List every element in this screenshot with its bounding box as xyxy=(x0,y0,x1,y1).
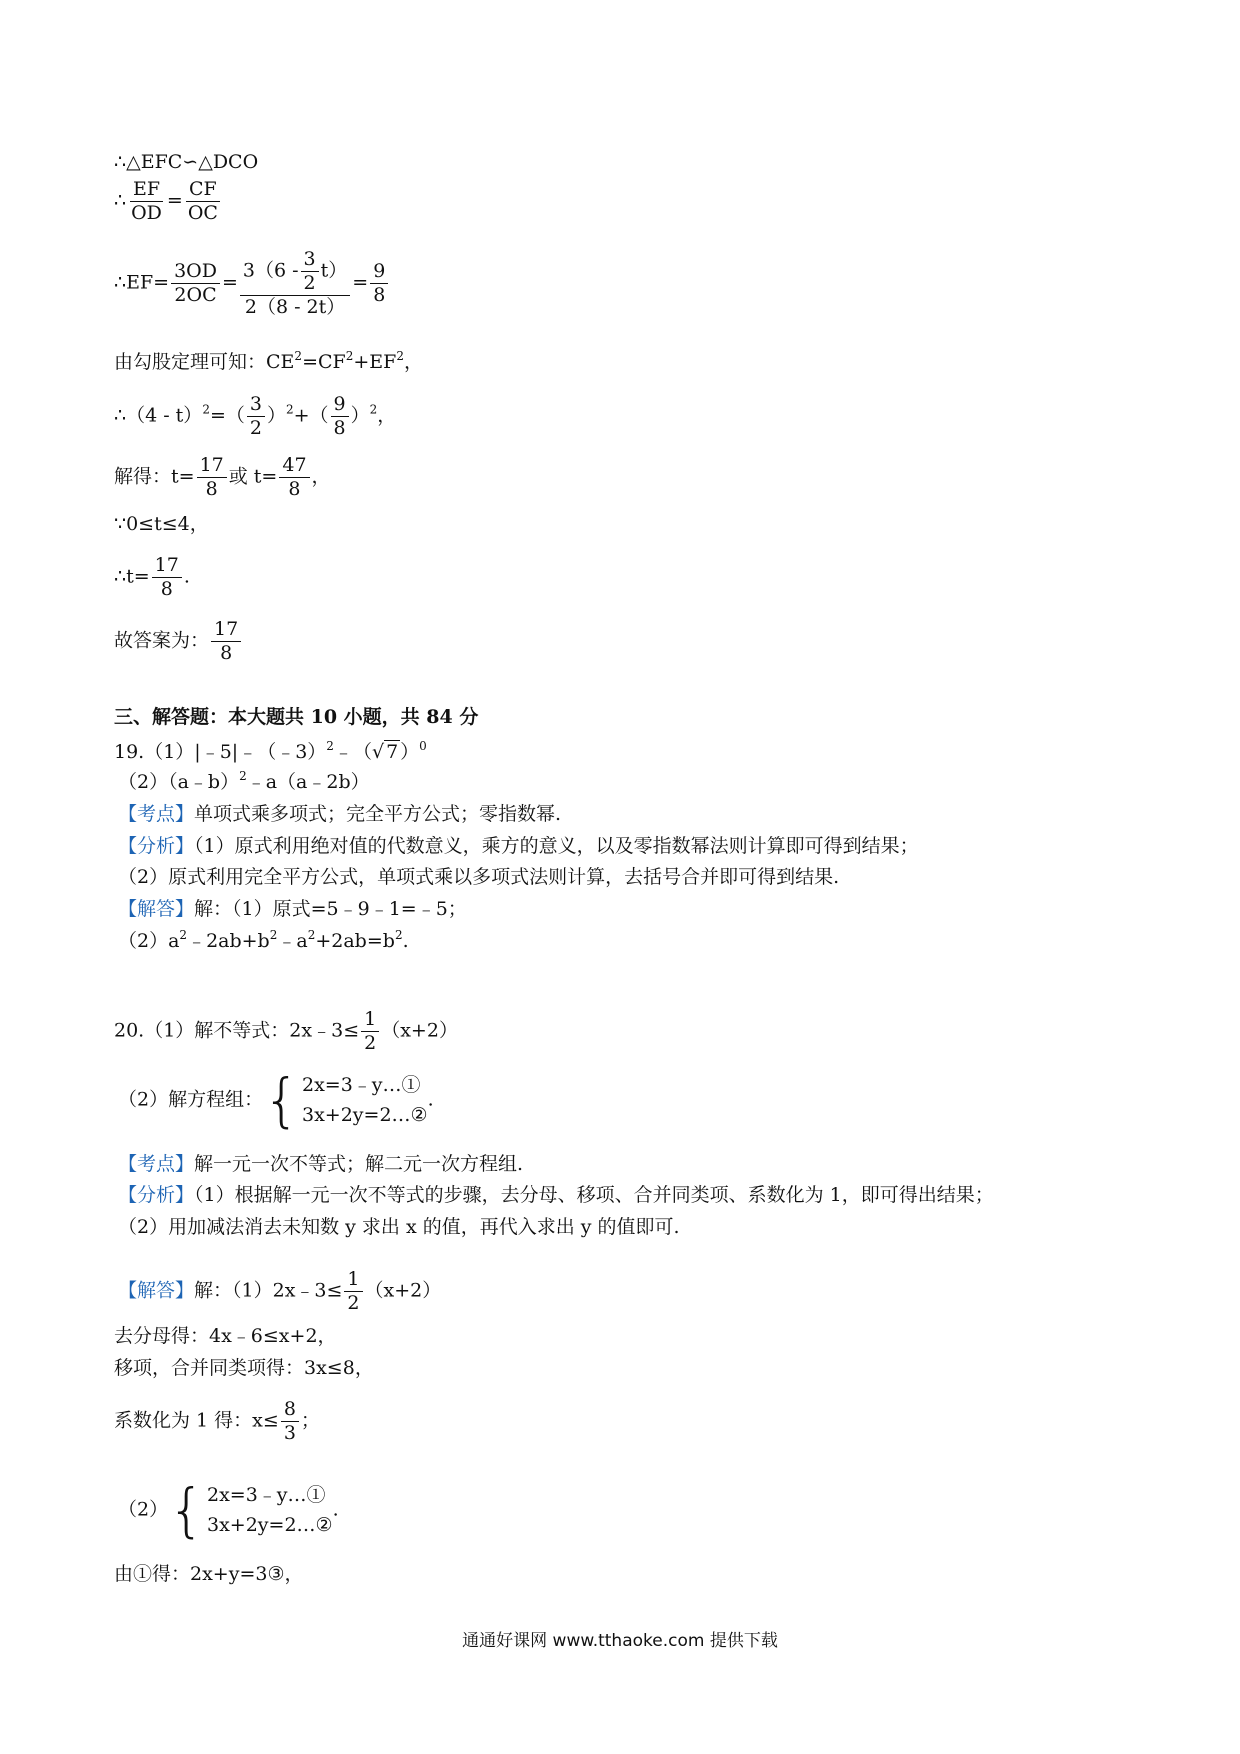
proof-line-range: ∵0≤t≤4， xyxy=(114,513,209,535)
fraction: $\frac{9}{8}$ xyxy=(370,262,388,305)
jieda-19: 【解答】解：（1）原式=5﹣9﹣1=﹣5； xyxy=(118,898,467,920)
equation-system: 2x=3﹣y…① 3x+2y=2…② xyxy=(302,1074,428,1127)
question-19-1: 19.（1）|﹣5|﹣（﹣3）$^2$﹣（√ 7 ）$^0$ xyxy=(114,739,427,763)
question-20-1: 20.（1）解不等式：2x﹣3≤ $\frac{1}{2}$ （x+2） xyxy=(114,1008,458,1054)
brace-icon: { xyxy=(168,1476,205,1545)
step-2: 移项，合并同类项得：3x≤8， xyxy=(114,1357,374,1379)
question-20-2: （2）解方程组：{ 2x=3﹣y…① 3x+2y=2…② . xyxy=(118,1066,434,1135)
jieda-20-2: （2）{ 2x=3﹣y…① 3x+2y=2…② . xyxy=(118,1476,339,1545)
fraction: $\frac{CF}{OC}$ xyxy=(187,178,218,224)
proof-line-solve: 解得：t= $\frac{17}{8}$ 或 t= $\frac{47}{8}$ ， xyxy=(114,454,331,500)
kaodian-19: 【考点】单项式乘多项式；完全平方公式；零指数幂. xyxy=(118,803,562,825)
proof-line-ef: ∴EF= $\frac{3OD}{2OC}$ = 3（6 - $\frac{3}{2}$ t） 2（8 - 2t） = $\frac{9}{8}$ xyxy=(114,250,390,317)
proof-line-result: ∴t= $\frac{17}{8}$ . xyxy=(114,554,190,600)
fraction: $\frac{3OD}{2OC}$ xyxy=(171,262,220,305)
step-3: 系数化为 1 得：x≤ $\frac{8}{3}$ ； xyxy=(114,1398,320,1444)
step-1: 去分母得：4x﹣6≤x+2， xyxy=(114,1325,337,1347)
question-19-2: （2）（a﹣b）$^2$﹣a（a﹣2b） xyxy=(118,769,370,793)
proof-line-similar: ∴△EFC∽△DCO xyxy=(114,151,259,173)
proof-line-pythagoras: 由勾股定理可知：$CE^2=CF^2+EF^2$， xyxy=(114,349,423,373)
brace-icon: { xyxy=(263,1066,300,1135)
section-heading: 三、解答题：本大题共 10 小题，共 84 分 xyxy=(114,706,479,728)
fraction: $\frac{EF}{OD}$ xyxy=(131,178,162,224)
proof-line-ratio: ∴ $\frac{EF}{OD}$ = $\frac{CF}{OC}$ xyxy=(114,180,223,223)
jieda-20: 【解答】解：（1）2x﹣3≤ $\frac{1}{2}$ （x+2） xyxy=(118,1268,442,1314)
sqrt-symbol: √ xyxy=(371,741,385,763)
fraction: 3（6 - $\frac{3}{2}$ t） 2（8 - 2t） xyxy=(240,250,350,317)
fenxi-19: 【分析】（1）原式利用绝对值的代数意义，乘方的意义，以及零指数幂法则计算即可得到结果； xyxy=(118,835,919,857)
fenxi-20-b: （2）用加减法消去未知数 y 求出 x 的值，再代入求出 y 的值即可. xyxy=(118,1216,680,1238)
fenxi-20: 【分析】（1）根据解一元一次不等式的步骤，去分母、移项、合并同类项、系数化为 1，即可得出结果； xyxy=(118,1184,994,1206)
equation-system: 2x=3﹣y…① 3x+2y=2…② xyxy=(207,1484,333,1537)
step-last: 由①得：2x+y=3③， xyxy=(114,1563,304,1585)
kaodian-20: 【考点】解一元一次不等式；解二元一次方程组. xyxy=(118,1153,524,1175)
page-footer: 通通好课网 www.tthaoke.com 提供下载 xyxy=(462,1631,778,1651)
fenxi-19-b: （2）原式利用完全平方公式，单项式乘以多项式法则计算，去括号合并即可得到结果. xyxy=(118,866,840,888)
answer-line: 故答案为： $\frac{17}{8}$ xyxy=(114,620,243,663)
jieda-19-b: $(2)a^2﹣2ab+b^2﹣a^2+2ab=b^2$. xyxy=(118,928,409,952)
proof-line-equation: ∴（4 - t）$^2$=（ $\frac{3}{2}$ ）$^2$+（ $\frac{9}{8}$ ）$^2$， xyxy=(114,393,397,439)
